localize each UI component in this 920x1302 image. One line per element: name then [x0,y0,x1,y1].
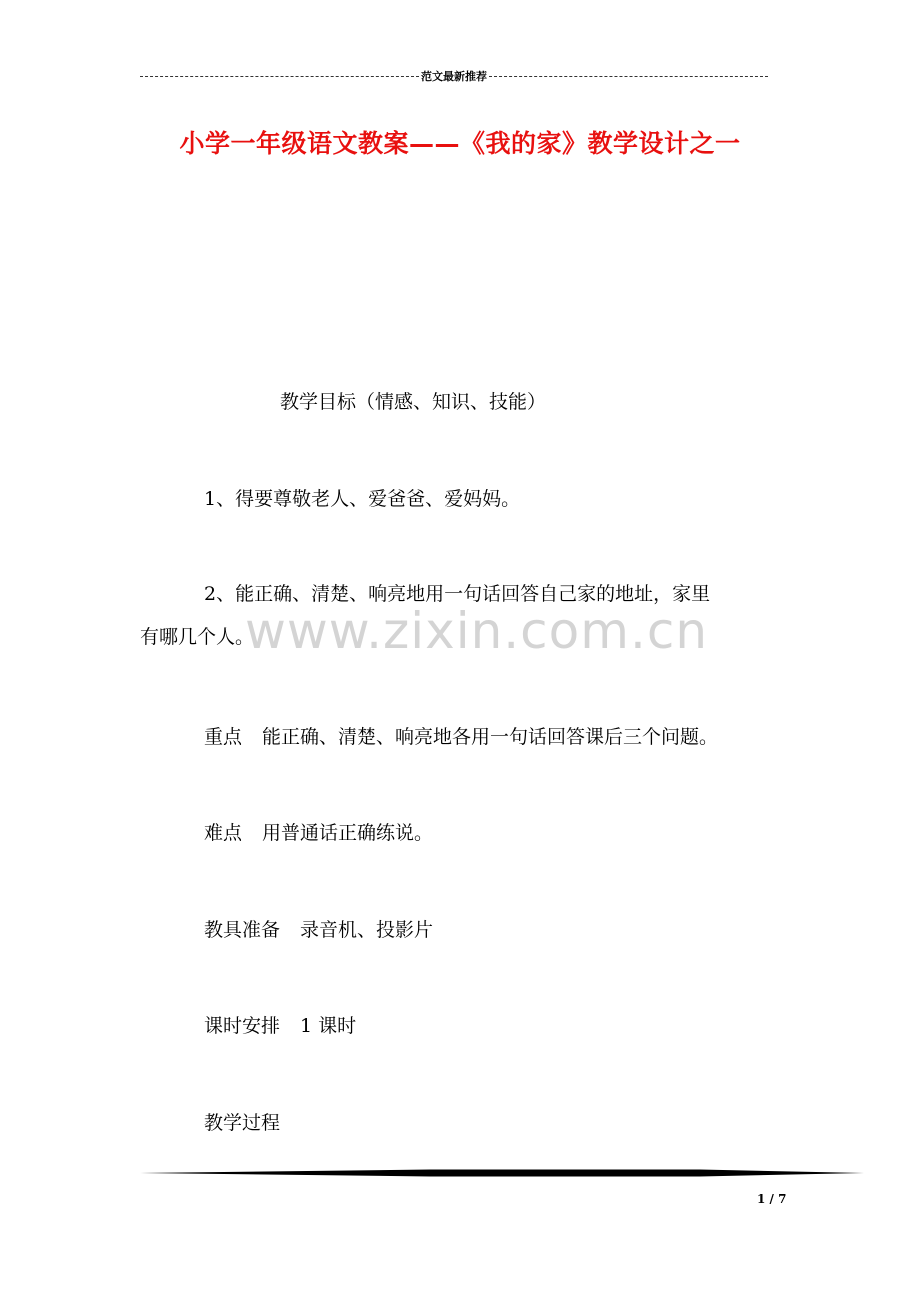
page-header [140,68,768,84]
difficulty-text: 用普通话正确练说。 [262,822,434,844]
document-title: 小学一年级语文教案——《我的家》教学设计之一 [179,129,741,158]
difficulty-label: 难点 [204,822,243,844]
header-dash-left [140,76,419,77]
goal-item-2-line-1: 2、能正确、清楚、响亮地用一句话回答自己家的地址，家里 [204,583,711,605]
footer-rule [140,1167,864,1179]
tools-label: 教具准备 [204,919,281,941]
header-text: 范文最新推荐 [421,70,487,83]
class-schedule [204,1006,356,1046]
header-dash-right [489,76,768,77]
difficulty-point [204,813,433,853]
schedule-text: 1 课时 [300,1015,357,1037]
page-number: 1 / 7 [757,1192,787,1206]
teaching-tools [204,910,433,950]
watermark: www.zixin.com.cn [245,602,709,660]
process-heading: 教学过程 [204,1112,281,1134]
goal-heading: 教学目标（情感、知识、技能） [280,391,547,413]
key-point [204,717,718,757]
key-point-label: 重点 [204,726,243,748]
schedule-label: 课时安排 [204,1015,281,1037]
tools-text: 录音机、投影片 [300,919,434,941]
goal-item-1: 1、得要尊敬老人、爱爸爸、爱妈妈。 [204,488,521,510]
goal-item-2-line-2: 有哪几个人。 [140,626,255,648]
key-point-text: 能正确、清楚、响亮地各用一句话回答课后三个问题。 [262,726,719,748]
